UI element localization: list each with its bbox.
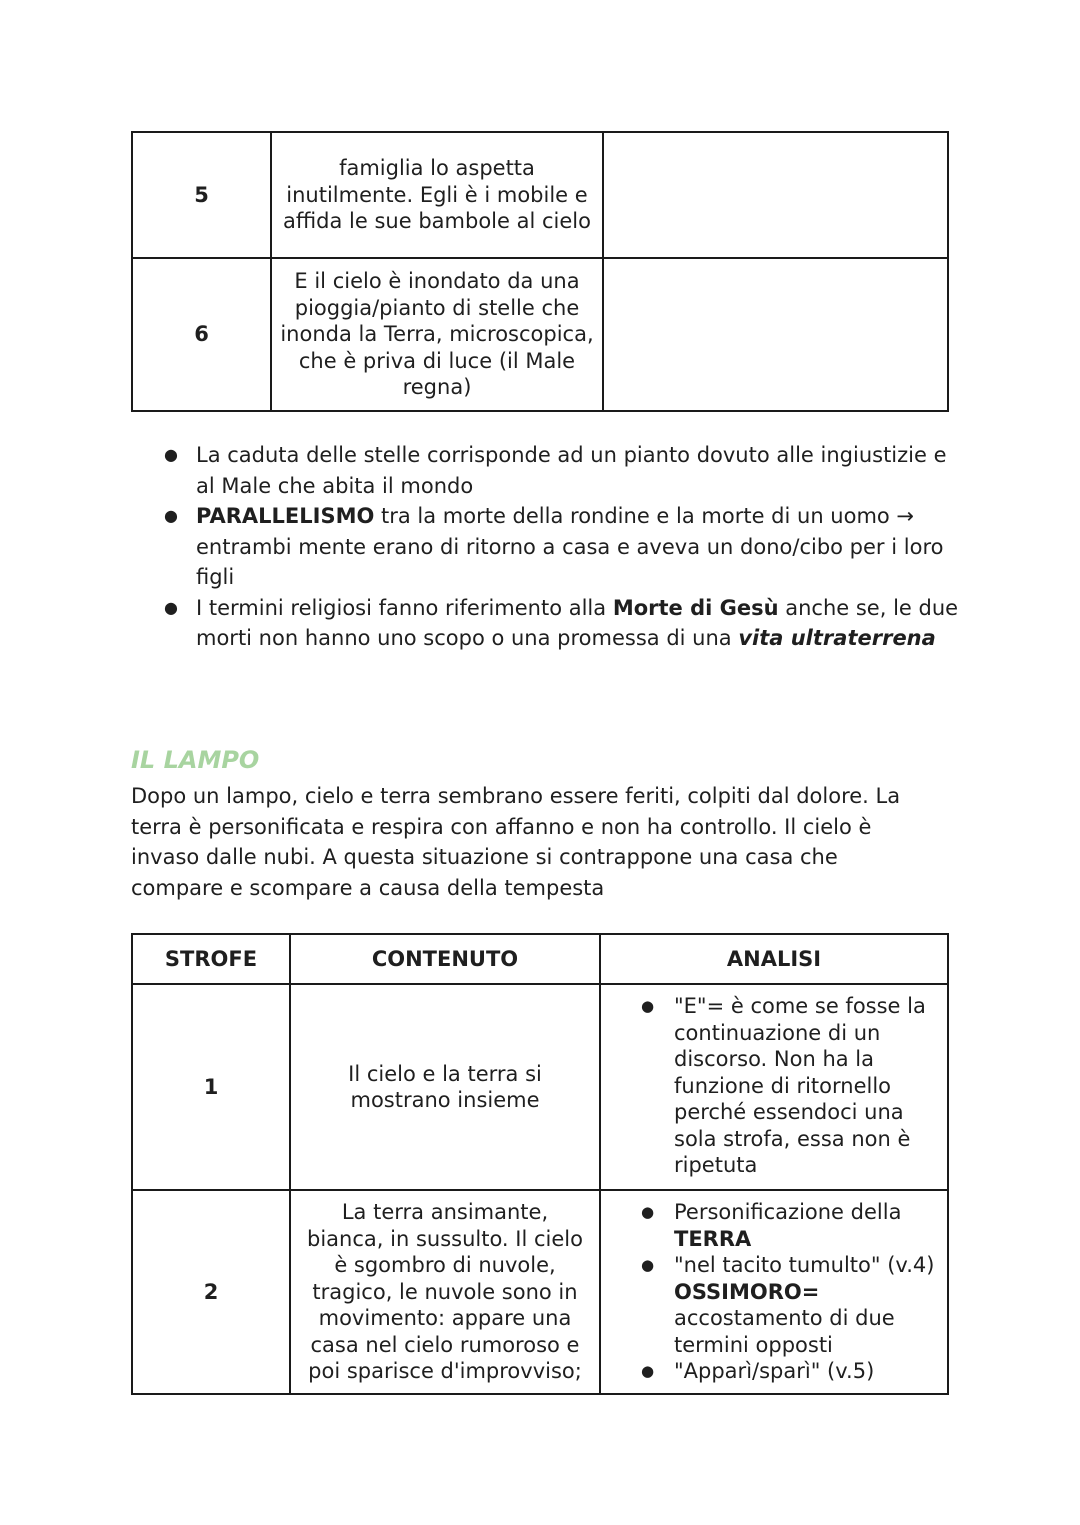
- analisi-list: [601, 1199, 941, 1385]
- list-item: [131, 593, 961, 654]
- table-row: [132, 984, 948, 1190]
- section-intro: Dopo un lampo, cielo e terra sembrano essere feriti, colpiti dal dolore. La terra è personificata e respira con affanno e non ha controllo. Il cielo è invaso dalle nubi. A questa situazione si contrappone una casa che compare e scompare a causa della tempesta: [131, 784, 901, 900]
- contenuto-cell: famiglia lo aspetta inutilmente. Egli è i mobile e affida le sue bambole al cielo: [271, 132, 603, 258]
- analisi-keyword: OSSIMORO=: [674, 1279, 820, 1304]
- list-item: [131, 501, 961, 593]
- header-analisi: ANALISI: [600, 934, 948, 984]
- contenuto-cell: E il cielo è inondato da una pioggia/pianto di stelle che inonda la Terra, microscopica, che è priva di luce (il Male regna): [271, 258, 603, 411]
- note-text: tra la morte della rondine e la morte di un uomo → entrambi mente erano di ritorno a casa e aveva un dono/cibo per i loro figli: [196, 504, 944, 589]
- strofa-number: 2: [132, 1190, 290, 1394]
- header-contenuto: CONTENUTO: [290, 934, 600, 984]
- table-previous-strofe: [131, 131, 949, 412]
- strofa-number: 5: [132, 132, 271, 258]
- list-item: ● "E"= è come se fosse la continuazione di un discorso. Non ha la funzione di ritornello perché essendoci una sola strofa, essa non è ripetuta: [601, 993, 941, 1179]
- list-item: [601, 1252, 941, 1358]
- note-keyword: Morte di Gesù: [612, 595, 779, 620]
- table-lampo: [131, 933, 949, 1395]
- note-emphasis: vita ultraterrena: [738, 626, 936, 650]
- analisi-text: "nel tacito tumulto" (v.4): [674, 1253, 935, 1277]
- strofa-number: 6: [132, 258, 271, 411]
- section-title: IL LAMPO: [131, 746, 260, 774]
- list-item: [601, 1199, 941, 1252]
- note-text: I termini religiosi fanno riferimento alla: [196, 595, 613, 620]
- note-text: anche se, le due morti non hanno uno scopo o una promessa di una: [196, 595, 959, 650]
- analisi-text: Personificazione della: [674, 1200, 902, 1224]
- table-header-row: [132, 934, 948, 984]
- contenuto-cell: Il cielo e la terra si mostrano insieme: [290, 984, 600, 1190]
- note-text: La caduta delle stelle corrisponde ad un pianto dovuto alle ingiustizie e al Male che abita il mondo: [196, 443, 947, 498]
- analisi-cell: [600, 1190, 948, 1394]
- header-strofe: STROFE: [132, 934, 290, 984]
- analisi-cell: [603, 132, 948, 258]
- list-item: [131, 440, 961, 501]
- contenuto-cell: La terra ansimante, bianca, in sussulto. Il cielo è sgombro di nuvole, tragico, le nuvole sono in movimento: appare una casa nel cielo rumoroso e poi sparisce d'improvviso;: [290, 1190, 600, 1394]
- notes-list: [131, 440, 961, 654]
- analisi-cell: [603, 258, 948, 411]
- table-row: [132, 1190, 948, 1394]
- table-row: [132, 132, 948, 258]
- table-row: [132, 258, 948, 411]
- analisi-cell: [600, 984, 948, 1190]
- analisi-text: accostamento di due termini opposti: [674, 1306, 895, 1357]
- analisi-keyword: TERRA: [674, 1226, 752, 1251]
- note-keyword: PARALLELISMO: [196, 504, 375, 528]
- list-item: ● "Apparì/sparì" (v.5): [601, 1358, 941, 1385]
- strofa-number: 1: [132, 984, 290, 1190]
- analisi-list: [601, 993, 941, 1179]
